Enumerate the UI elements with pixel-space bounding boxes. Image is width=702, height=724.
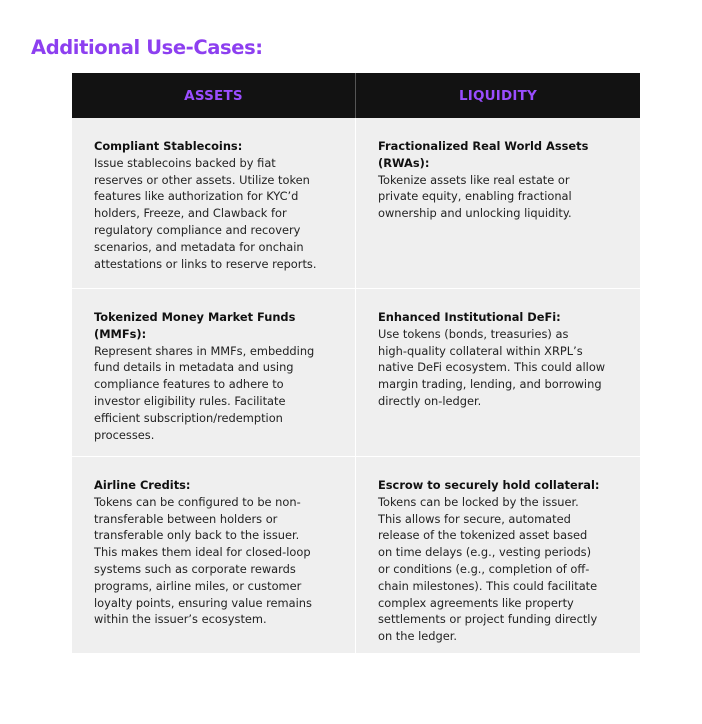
page-title: Additional Use-Cases: <box>31 36 263 59</box>
table-cell-airline-credits <box>72 456 355 653</box>
cell-body: Tokens can be locked by the issuer. This allows for secure, automated release of the tokenized asset based on time delays (e.g., vesting periods) or conditions (e.g., completion of off- chain milestones). This could facilitate complex agreements like property settlements or project funding directly on the ledger. <box>378 494 598 644</box>
cell-body: Tokens can be configured to be non- transferable between holders or transferable only back to the issuer. This makes them ideal for closed-loop systems such as corporate rewards programs, airline miles, or customer loyalty points, ensuring value remains within the issuer’s ecosystem. <box>94 494 312 627</box>
cell-title: Enhanced Institutional DeFi: <box>378 310 561 324</box>
cell-title: Escrow to securely hold collateral: <box>378 478 600 492</box>
cell-title: Tokenized Money Market Funds (MMFs): <box>94 310 296 341</box>
table-cell-compliant-stablecoins <box>72 118 355 288</box>
cell-body: Represent shares in MMFs, embedding fund details in metadata and using compliance features to adhere to investor eligibility rules. Facilitate efficient subscription/redemption processes. <box>94 343 315 442</box>
cell-body: Issue stablecoins backed by fiat reserves or other assets. Utilize token features like authorization for KYC’d holders, Freeze, and Clawback for regulatory compliance and recovery scenarios, and metadata for onchain attestations or links to reserve reports. <box>94 155 317 271</box>
cell-body: Tokenize assets like real estate or private equity, enabling fractional ownership and unlocking liquidity. <box>378 172 572 221</box>
cell-title: Compliant Stablecoins: <box>94 139 243 153</box>
cell-title: Airline Credits: <box>94 478 191 492</box>
use-cases-table <box>72 73 640 653</box>
table-cell-fractionalized-rwas <box>355 118 640 288</box>
cell-title: Fractionalized Real World Assets (RWAs): <box>378 139 589 170</box>
cell-body: Use tokens (bonds, treasuries) as high-quality collateral within XRPL’s native DeFi ecosystem. This could allow margin trading, lending, and borrowing directly on-ledger. <box>378 326 606 408</box>
column-header-assets: ASSETS <box>72 73 355 118</box>
table-cell-institutional-defi <box>355 288 640 456</box>
table-cell-tokenized-mmfs <box>72 288 355 456</box>
table-cell-escrow-collateral <box>355 456 640 653</box>
column-header-liquidity: LIQUIDITY <box>355 73 640 118</box>
